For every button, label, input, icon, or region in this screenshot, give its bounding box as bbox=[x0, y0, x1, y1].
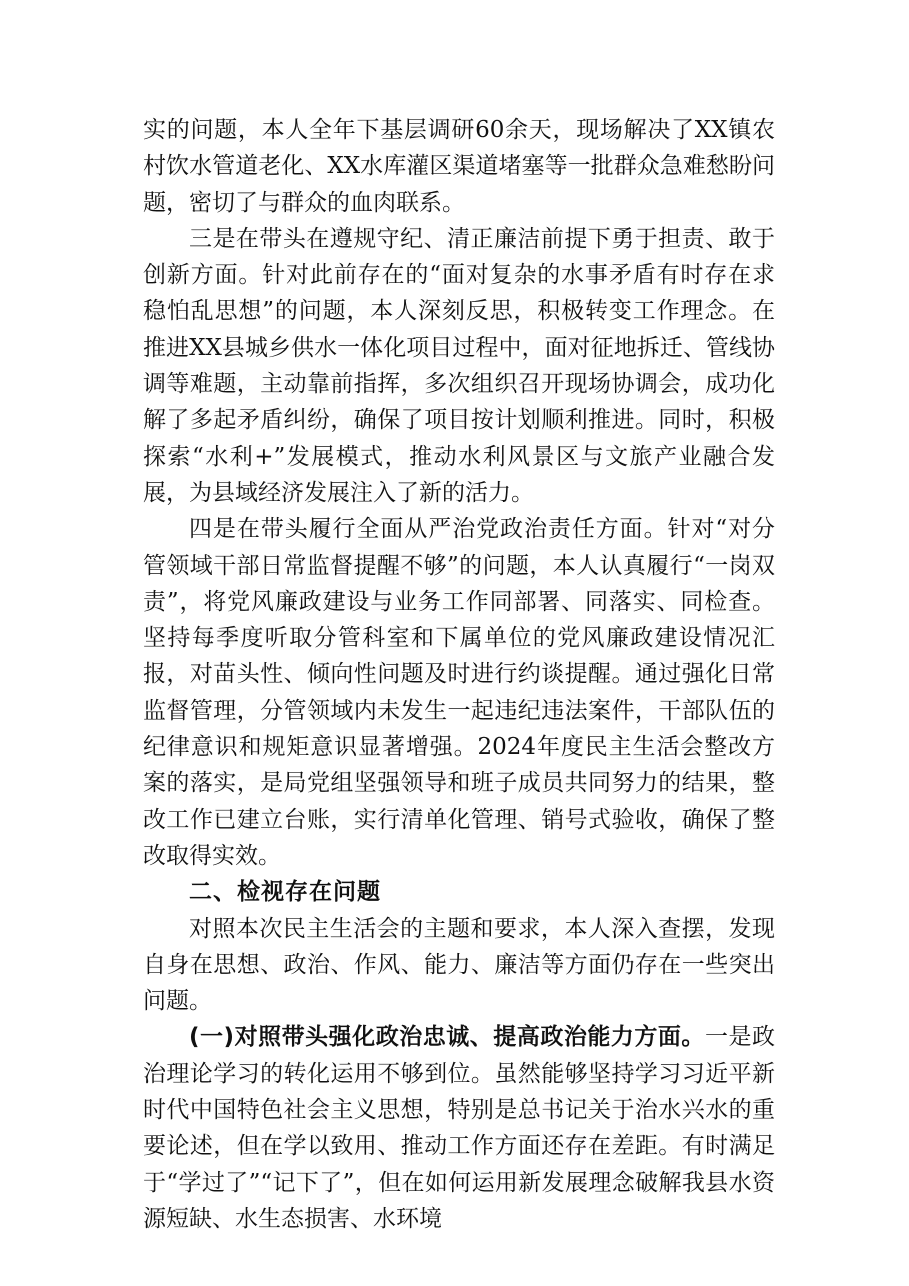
paragraph-point-four: 四是在带头履行全面从严治党政治责任方面。针对“对分管领域干部日常监督提醒不够”的问题，本人认真履行“一岗双责”，将党风廉政建设与业务工作同部署、同落实、同检查。坚持每季度听取分管科室和下属单位的党风廉政建设情况汇报，对苗头性、倾向性问题及时进行约谈提醒。通过强化日常监督管理，分管领域内未发生一起违纪违法案件，干部队伍的纪律意识和规矩意识显著增强。2024年度民主生活会整改方案的落实，是局党组坚强领导和班子成员共同努力的结果，整改工作已建立台账，实行清单化管理、销号式验收，确保了整改取得实效。 bbox=[143, 516, 775, 869]
paragraph-continuation: 实的问题，本人全年下基层调研60余天，现场解决了XX镇农村饮水管道老化、XX水库灌区渠道堵塞等一批群众急难愁盼问题，密切了与群众的血肉联系。 bbox=[143, 117, 775, 216]
section-heading: 二、检视存在问题 bbox=[189, 879, 381, 906]
subsection-body: 一是政治理论学习的转化运用不够到位。虽然能够坚持学习习近平新时代中国特色社会主义思想，特别是总书记关于治水兴水的重要论述，但在学以致用、推动工作方面还存在差距。有时满足于“学过了”“记下了”，但在如何运用新发展理念破解我县水资源短缺、水生态损害、水环境 bbox=[143, 1024, 776, 1232]
paragraph-point-three: 三是在带头在遵规守纪、清正廉洁前提下勇于担责、敢于创新方面。针对此前存在的“面对复杂的水事矛盾有时存在求稳怕乱思想”的问题，本人深刻反思，积极转变工作理念。在推进XX县城乡供水一体化项目过程中，面对征地拆迁、管线协调等难题，主动靠前指挥，多次组织召开现场协调会，成功化解了多起矛盾纠纷，确保了项目按计划顺利推进。同时，积极探索“水利+”发展模式，推动水利风景区与文旅产业融合发展，为县域经济发展注入了新的活力。 bbox=[143, 225, 775, 506]
paragraph-intro: 对照本次民主生活会的主题和要求，本人深入查摆，发现自身在思想、政治、作风、能力、廉洁等方面仍存在一些突出问题。 bbox=[143, 915, 775, 1015]
document-page bbox=[143, 112, 775, 1237]
subsection-heading: (一)对照带头强化政治忠诚、提高政治能力方面。 bbox=[189, 1024, 705, 1051]
paragraph-subsection-one bbox=[143, 1019, 775, 1237]
